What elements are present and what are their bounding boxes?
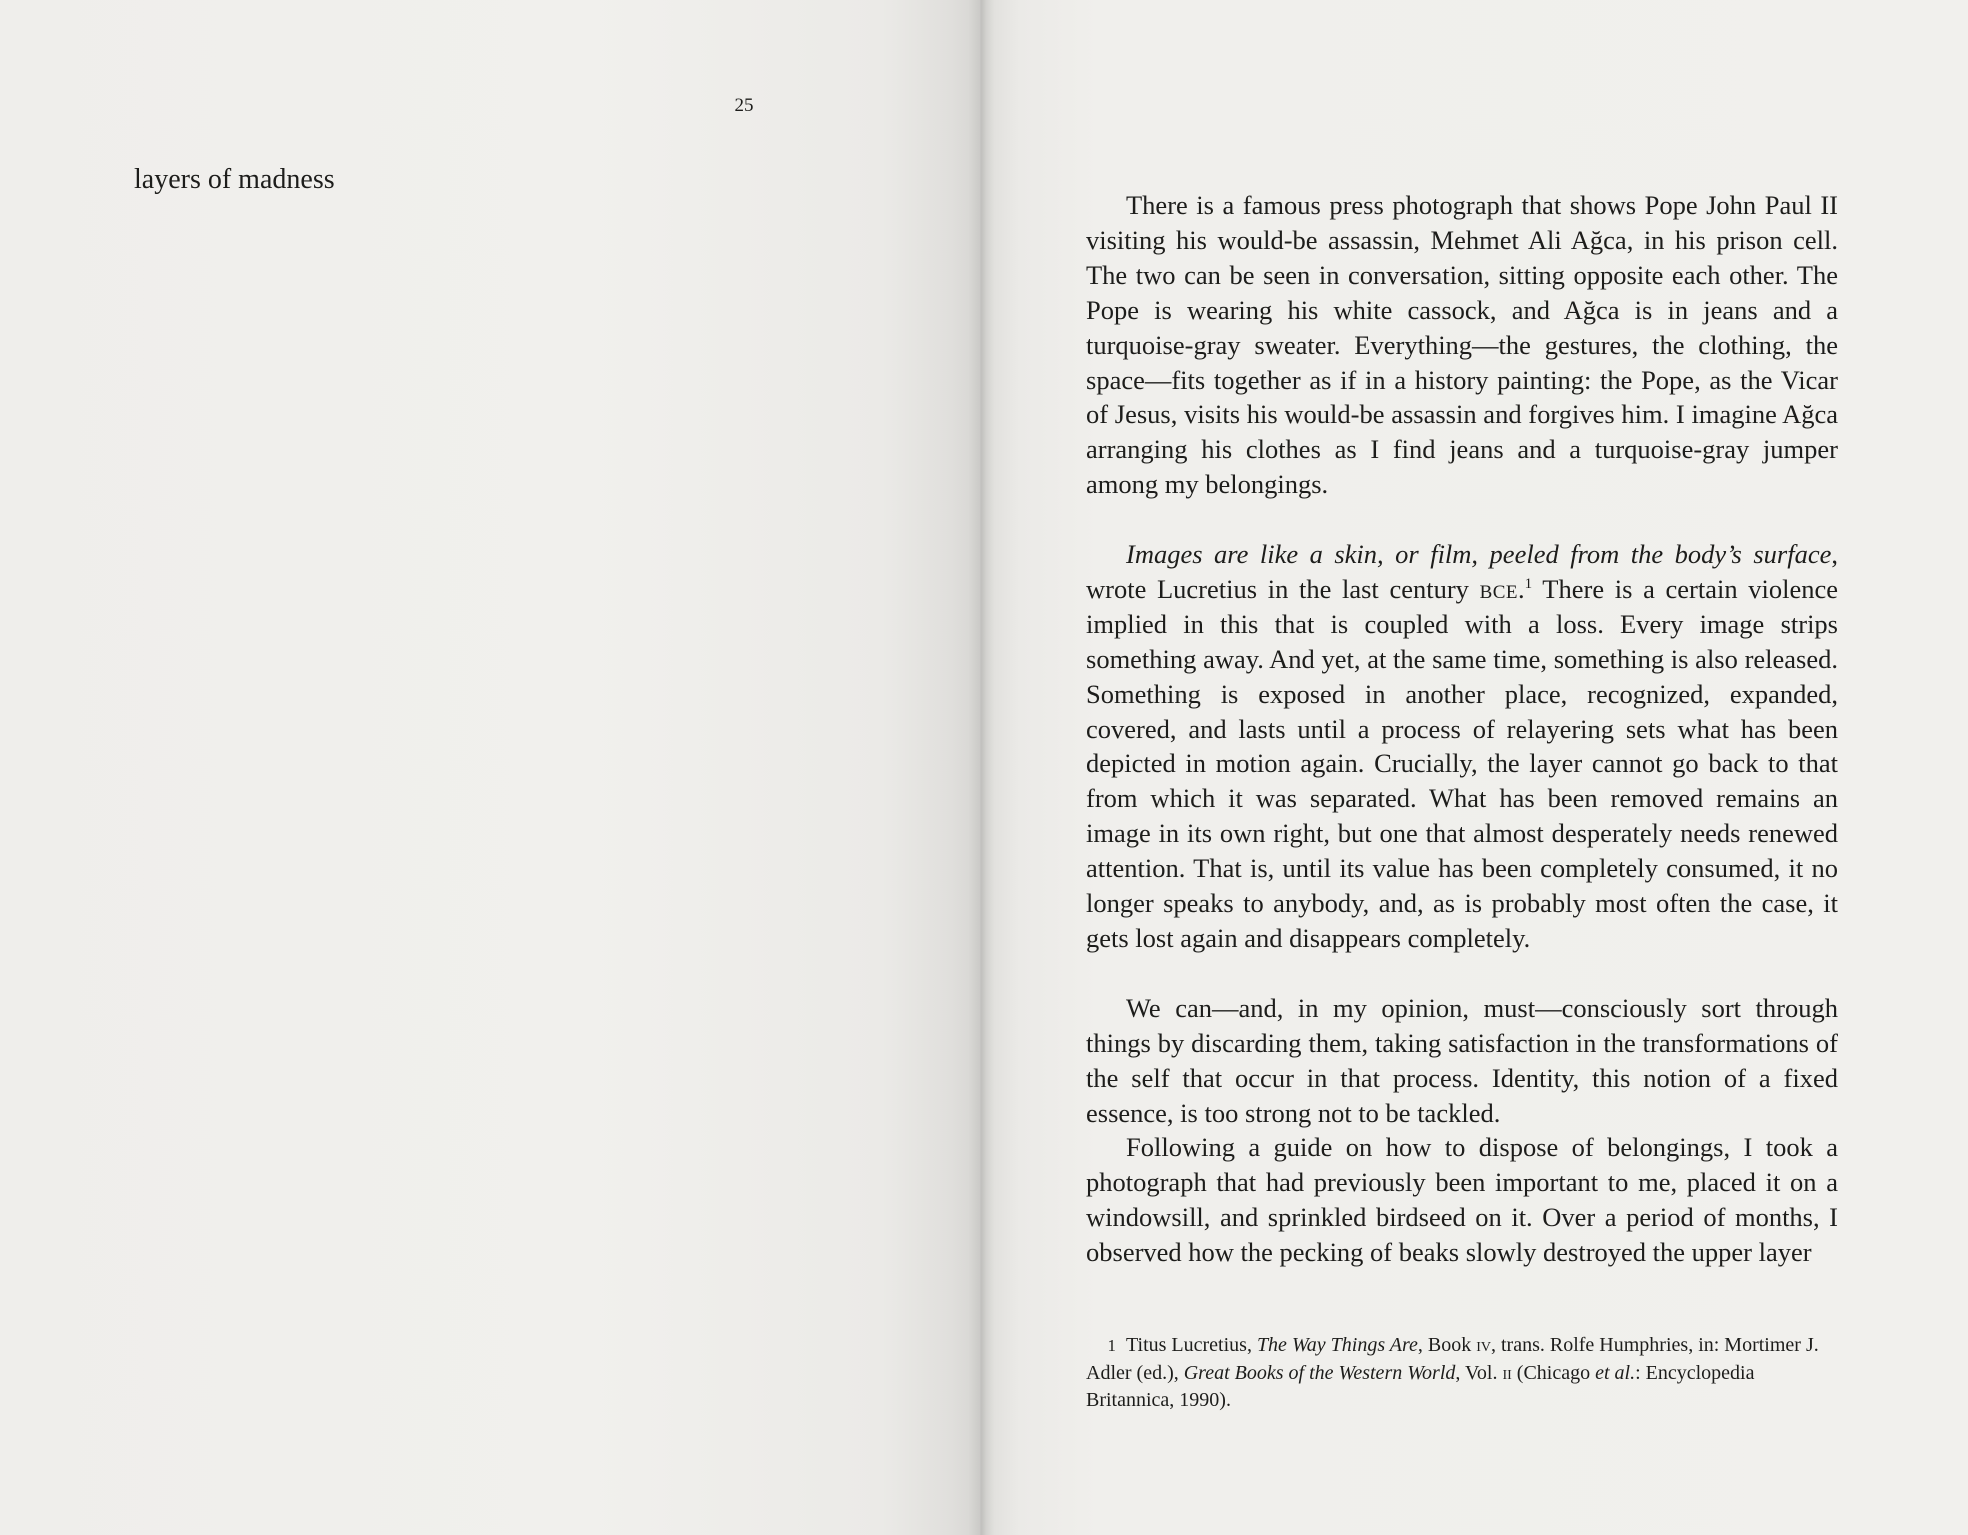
paragraph-2-period: . [1518, 573, 1525, 604]
footnote-publisher: : Encyclopedia Britannica, 1990). [1086, 1361, 1755, 1411]
footnote-author: Titus Lucretius, [1126, 1334, 1257, 1356]
paragraph-2-lead: , wrote Lucretius in the last century [1086, 539, 1838, 604]
left-page [0, 0, 980, 1535]
page-number-container [0, 94, 1968, 118]
paragraph-2-rest: There is a certain violence implied in this that is coupled with a loss. Every image strips something away. And yet, at the same time, something is also released. Something is exposed in another place, recognized, expanded, covered, and lasts until a process of relayering sets what has been depicted in motion again. Crucially, the layer cannot go back to that from which it was separated. What has been removed remains an image in its own right, but one that almost desperately needs renewed attention. That is, until its value has been completely consumed, it no longer speaks to anybody, and, as is probably most often the case, it gets lost again and disappears completely. [1086, 573, 1838, 954]
paragraph-4: Following a guide on how to dispose of belongings, I took a photograph that had previously been important to me, placed it on a windowsill, and sprinkled birdseed on it. Over a period of months, I observed how the pecking of beaks slowly destroyed the upper layer [1086, 1132, 1838, 1268]
paragraph-2 [1086, 537, 1838, 956]
page-number: 25 [734, 95, 754, 116]
paragraph-1: There is a famous press photograph that shows Pope John Paul II visiting his would-be assassin, Mehmet Ali Ağca, in his prison cell. The two can be seen in conversation, sitting opposite each other. The Pope is wearing his white cassock, and Ağca is in jeans and a turquoise-gray sweater. Everything—the gestures, the clothing, the space—fits together as if in a history painting: the Pope, as the Vicar of Jesus, visits his would-be assassin and forgives him. I imagine Ağca arranging his clothes as I find jeans and a turquoise-gray jumper among my belongings. [1086, 190, 1838, 500]
gutter-shadow [968, 0, 994, 1535]
footnote-book-number: iv [1476, 1334, 1491, 1356]
footnote-place: (Chicago [1511, 1361, 1596, 1384]
body-text [1086, 188, 1838, 1270]
footnote-marker[interactable]: 1 [1524, 576, 1533, 593]
footnote-translator: , trans. Rolfe Humphries, in: Mortimer J. Adler (ed.), [1086, 1334, 1819, 1384]
paragraph-3: We can—and, in my opinion, must—consciously sort through things by discarding them, taking satisfaction in the transformations of the self that occur in that process. Identity, this notion of a fixed essence, is too strong not to be tackled. [1086, 992, 1838, 1128]
era-abbreviation: bce [1479, 573, 1519, 604]
footnote-volume-number: ii [1502, 1361, 1512, 1384]
footnote-et-al: et al. [1595, 1361, 1636, 1384]
footnote-book: , Book [1417, 1334, 1477, 1356]
footnote-series-title: Great Books of the Western World [1183, 1361, 1456, 1384]
footnote-number: 1 [1107, 1336, 1116, 1355]
running-head: layers of madness [134, 164, 335, 195]
footnote-work-title: The Way Things Are [1256, 1334, 1418, 1356]
footnote-volume: , Vol. [1455, 1361, 1503, 1384]
lucretius-quote: Images are like a skin, or film, peeled from the body’s surface [1126, 539, 1832, 570]
footnote [1086, 1332, 1830, 1415]
